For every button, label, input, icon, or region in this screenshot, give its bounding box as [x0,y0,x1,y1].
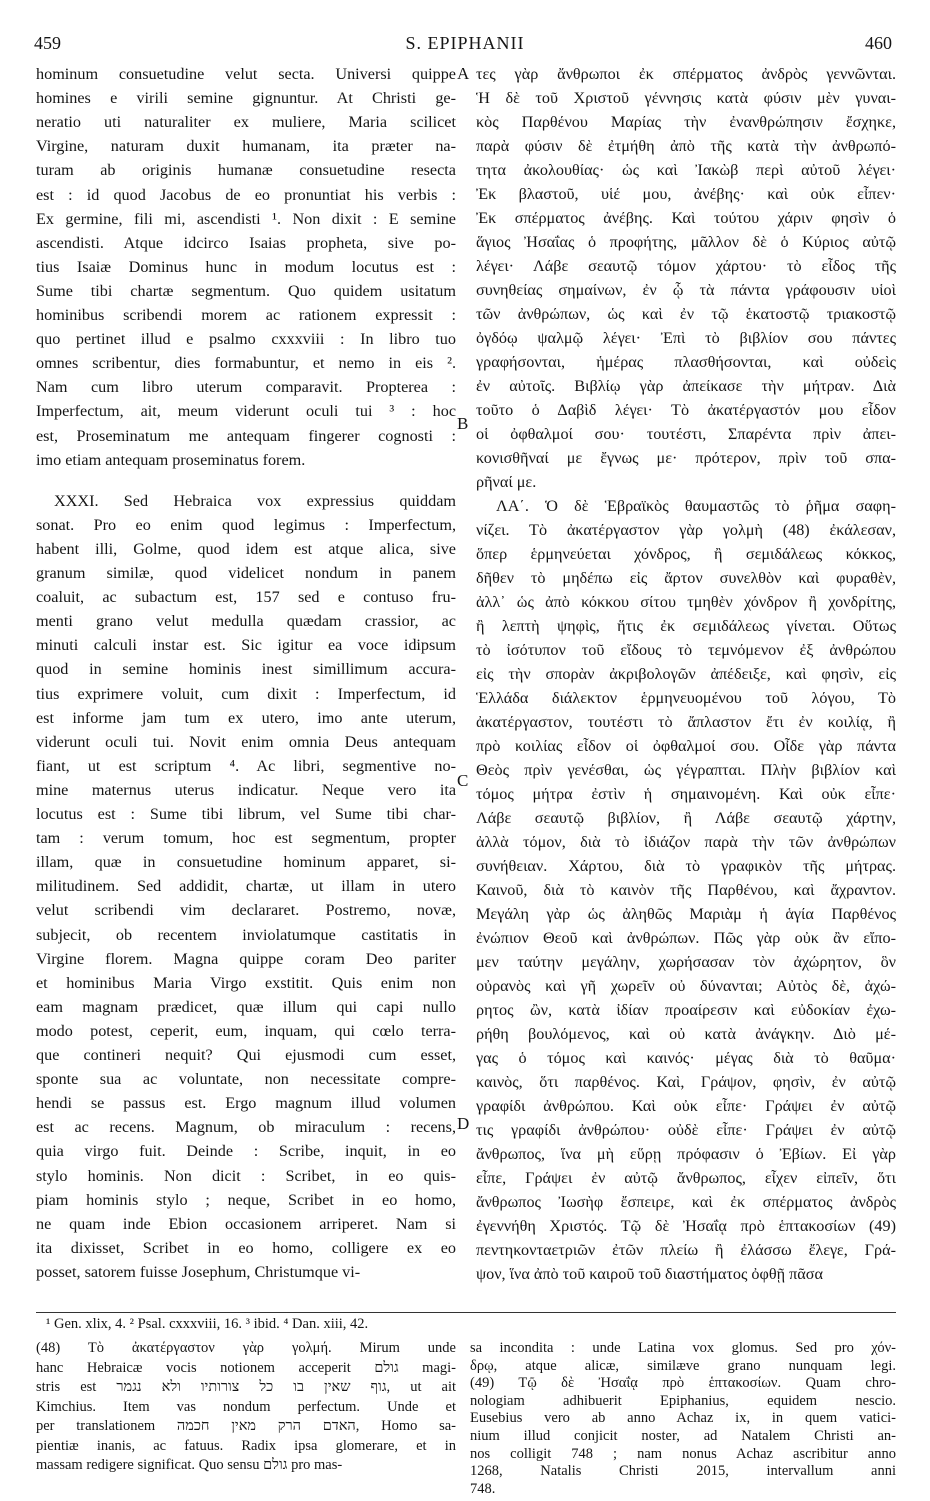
note-line: 1268, Natalis Christi 2015, intervallum anni [470,1463,896,1480]
latin-line: piam hominis stylo ; neque, Scribet in eo homo, [36,1190,456,1209]
latin-line: habent illi, Golme, quod idem est atque alica, sive [36,539,456,558]
latin-line: tius Isaiæ Dominus hunc in modum locutus est : [36,257,456,276]
greek-line: εἰς τὴν σπορὰν ἀκριβολογῶν ἀπέδειξε, καὶ φησὶν, εἰς [476,665,896,683]
note-line: hanc Hebraicæ vocis notionem acceperit גולם magi- [36,1359,456,1376]
latin-line: que contineri nequit? Qui ejusmodi cum esset, [36,1046,456,1064]
greek-line: Καινοῦ, διὰ τὸ καινὸν τῆς Παρθένου, καὶ ἄχραντον. [476,881,896,899]
greek-line: ΛΑ΄. Ὁ δὲ Ἑβραϊκὸς θαυμαστῶς τὸ ῥῆμα σαφη- [496,497,896,515]
greek-line: Ἐκ βλαστοῦ, υἱέ μου, ἀνέβης· καὶ οὐκ εἶπεν· [476,185,896,203]
greek-line: Ἡ δὲ τοῦ Χριστοῦ γέννησις κατὰ φύσιν μὲν γυναι- [476,89,896,107]
greek-line: ὅπερ ἑρμηνεύεται χόνδρος, ἢ σεμιδάλεως κόκκος, [476,545,896,563]
latin-line: omnes scribentur, dies formabuntur, et nemo in eis ². [36,354,456,373]
latin-line: fiant, ut est scriptum ⁴. Ac libri, segmentive no- [36,756,456,775]
note-line: nos colligit 748 ; nam nonus Achaz ascribitur anno [470,1445,896,1462]
note-line: 748. [470,1480,496,1497]
greek-line: Μεγάλη γὰρ ὡς ἀληθῶς Μαριὰμ ἡ ἁγία Παρθένος [476,905,896,923]
greek-line: οἱ ὀφθαλμοί σου· τουτέστι, Σπαρέντα πρὶν ἀπει- [476,425,896,443]
latin-line: Sume tibi chartæ segmentum. Quo quidem usitatum [36,281,456,300]
latin-line: stylo hominis. Non dicit : Scribet, in eo quis- [36,1166,456,1185]
latin-line: tius exprimere voluit, cum dixit : Imperfectum, id [36,684,456,703]
latin-line: quod in semine hominis inest simillimum accura- [36,660,456,679]
note-line: pientiæ inanis, ac fatuus. Radix ipsa glomerare, et in [36,1437,456,1454]
latin-line: velut scribendi vim declararet. Postremo, novæ, [36,901,456,920]
greek-line: λέγει· Λάβε σεαυτῷ τόμον χάρτου· τὸ εἶδος τῆς [476,257,896,275]
greek-line: Λάβε σεαυτῷ βιβλίον, ἢ Λάβε σεαυτῷ χάρτην, [476,809,896,827]
page-number-left: 459 [34,33,61,53]
greek-line: πρὸ κοιλίας εἶδον οἱ ὀφθαλμοί σου. Οἶδε γὰρ πάντα [476,737,896,755]
note-line: Kimchius. Item vas nondum perfectum. Unde et [36,1398,456,1415]
note-line: stris est גוף שאין בו כל צורותיו ולא נגמר, ut ait [36,1379,456,1395]
greek-line: κὸς Παρθένου Μαρίας τὴν ἐνανθρώπησιν ἔσχηκε, [476,113,896,131]
latin-line: quia virgo fuit. Deinde : Scribe, inquit, in eo [36,1142,456,1161]
greek-line: Ἑλλάδα διάλεκτον ἑρμηνευομένου τοῦ λόγου, Τὸ [476,689,896,707]
note-line: massam redigere significat. Quo sensu גולם pro mas- [36,1457,343,1473]
note-line: Eusebius vero ab anno Achaz ix, in quem vatici- [470,1410,896,1427]
latin-line: hendi se passus est. Ergo magnum illud volumen [36,1094,456,1113]
greek-line: τῶν ἀνθρώπων, ὡς καὶ ἐν τῷ ἑκατοστῷ τριακοστῷ [476,305,896,323]
greek-line: γας ὁ τόμος καὶ καινός· μέγας διὰ τὸ θαῦμα· [476,1049,896,1067]
latin-line: est, Proseminatum me antequam fingerer cognosti : [36,426,456,445]
latin-line: Nam cum libro uterum comparavit. Propterea : [36,378,456,397]
scripture-references: ¹ Gen. xlix, 4. ² Psal. cxxxviii, 16. ³ ibid. ⁴ Dan. xiii, 42. [46,1316,369,1332]
note-line: nologiam adhibuerit Epiphanius, equidem nescio. [470,1392,896,1409]
latin-line: neratio uti naturaliter ex muliere, Maria scilicet [36,113,456,132]
greek-line: Θεὸς πρὶν γενέσθαι, ὡς γέγραπται. Πλὴν βιβλίον καὶ [476,761,896,779]
latin-line: et hominibus Maria Virgo exstitit. Quis enim non [36,973,456,992]
note-line: (48) Τὸ ἀκατέργαστον γὰρ γολμή. Mirum unde [36,1340,456,1356]
greek-line: τητα ἀκολουθίας· ὡς καὶ Ἰακὼβ περὶ αὐτοῦ λέγει· [476,161,896,179]
latin-line: Virgine, naturam duxit humanam, ita præter na- [36,137,456,156]
greek-line: τις γραφίδι ἀνθρώπου· οὐδὲ εἶπε· Γράψει ἐν αὐτῷ [476,1121,896,1139]
margin-letter-c: C [457,771,469,790]
note-line: per translationem האדם הרק מאין חכמה, Homo sa- [36,1418,456,1434]
margin-letter-b: B [457,414,469,433]
greek-line: οὐρανὸς καὶ γῆ χωρεῖν οὐ δύνανται; Αὐτὸς δὲ, ἀχώ- [476,977,896,995]
greek-line: τόμος μήτρα ἐστὶν ἡ σημαινομένη. Καὶ οὐκ εἶπε· [476,785,896,803]
footnote-rule [36,1312,896,1313]
margin-letter-d: D [457,1114,470,1133]
latin-line: illam, quæ in consuetudine hominum apparet, si- [36,853,456,872]
greek-line: γραφήσονται, ἡμέρας πλασθήσονται, καὶ οὐδεὶς [476,353,896,371]
greek-line: ἀκατέργαστον, τουτέστι τὸ ἄπλαστον ἔτι ἐν κοιλίᾳ, ἢ [476,713,896,731]
latin-line: Ex germine, fili mi, ascendisti ¹. Non dixit : E semine [36,209,456,228]
latin-line: posset, satorem fuisse Josephum, Christumque vi- [36,1262,361,1281]
greek-line: ἐγεννήθη Χριστός. Τῷ δὲ Ἠσαΐᾳ πρὸ ἑπτακοσίων (49) [476,1217,896,1235]
latin-line: menti grano velut medulla quædam crassior, ac [36,612,456,631]
latin-line: sonat. Pro eo enim quod legimus : Imperfectum, [36,515,456,534]
latin-line: est ac recens. Magnum, ob miraculum : recens, [36,1118,456,1137]
latin-line: est : id quod Jacobus de eo pronuntiat his verbis : [36,185,456,204]
greek-line: ρῆναί με. [476,473,537,491]
greek-line: ἀλλ᾽ ὡς ἀπὸ κόκκου σίτου τμηθὲν χόνδρον ἢ χονδρίτης, [476,593,896,611]
greek-line: συνηθείας σημαίνων, ἐν ᾧ τὰ πάντα γράφουσιν υἱοὶ [476,281,896,299]
latin-line: Virgine florem. Magna quippe coram Deo pariter [36,949,456,968]
greek-line: τὸ ἰσότυπον τοῦ εἴδους τὸ τεμνόμενον ἐξ ἀνθρώπου [476,641,896,659]
greek-line: κονισθῆναί με ἔγνως με· πρότερον, πρὶν τοῦ σπα- [476,449,896,467]
latin-line: eam magnam prædicet, quæ illum qui capi nullo [36,997,456,1016]
running-title: S. EPIPHANII [405,33,525,53]
latin-line: ne quam inde Ebion occasionem arriperet. Nam si [36,1214,456,1233]
latin-line: hominibus scribendi morem ac rationem expressit : [36,306,456,324]
greek-line: ἐνώπιον Θεοῦ καὶ ἀνθρώπων. Πῶς γὰρ οὐκ ἂν εἴπο- [476,929,896,947]
greek-line: ἀλλὰ τόμον, διὰ τὸ ἰδιάζον παρὰ τὴν τῶν ἀνθρώπων [476,833,896,851]
greek-line: καινὸς, ὅτι παρθένος. Καὶ, Γράψον, φησὶν, ἐν αὐτῷ [476,1073,896,1091]
greek-line: Ἐκ σπέρματος ἀνέβης. Καὶ τούτου χάριν φησὶν ὁ [476,209,896,227]
latin-line: subjecit, ob recentem inviolatumque castitatis in [36,925,456,944]
latin-line: ascendisti. Atque idcirco Isaias propheta, sive po- [36,233,456,252]
greek-line: δῆθεν τὸ μηδέπω εἰς ἄρτον συνελθὸν καὶ φυραθὲν, [476,569,896,587]
greek-line: παρὰ φύσιν δὲ ἐτμήθη ἀπὸ τῆς κατὰ τὴν ἀνθρωπό- [476,137,896,155]
greek-line: συνήθειαν. Χάρτου, διὰ τὸ γραφικὸν τῆς μήτρας. [476,857,896,875]
latin-line: militudinem. Sed addidit, chartæ, ut illam in utero [36,877,456,896]
latin-line: tam : verum tomum, hoc est segmentum, propter [36,829,456,848]
greek-line: ἄνθρωπος, ἵνα μὴ εὕρῃ πρόφασιν ὁ Ἐβίων. Εἰ γὰρ [476,1145,896,1163]
latin-line: hominum consuetudine velut secta. Universi quippe [36,65,456,83]
greek-line: ἐν αὐτοῖς. Βιβλίῳ γὰρ ἀπείκασε τὴν μήτραν. Διὰ [476,377,896,395]
greek-line: τοῦτο ὁ Δαβὶδ λέγει· Τὸ ἀκατέργαστόν μου εἶδον [476,401,896,419]
latin-line: turam ab originis humanæ consuetudine resecta [36,161,456,180]
greek-line: νίζει. Τὸ ἀκατέργαστον γὰρ γολμὴ (48) ἐκάλεσαν, [476,521,896,539]
note-line: δρῳ, atque alicæ, similæve grano nunquam legi. [470,1357,896,1374]
latin-line: homines e virili semine gignuntur. At Christi ge- [36,89,456,108]
greek-line: εἶπε, Γράψει ἐν αὐτῷ ἄνθρωπος, εἶχεν εἰπεῖν, ὅτι [476,1169,896,1187]
page-number-right: 460 [865,33,892,53]
latin-line: est informe jam tum ex utero, imo ante uterum, [36,708,456,727]
note-line: sa incondita : unde Latina vox glomus. Sed pro χόν- [470,1340,896,1356]
latin-line: ita dixisset, Scribet in eo homo, colligere ex eo [36,1238,456,1257]
greek-line: ρητος ὢν, κατὰ ἰδίαν προαίρεσιν καὶ εὐδοκίαν ἐχω- [476,1001,896,1019]
greek-line: γραφίδι ἀνθρώπου. Καὶ οὐκ εἶπε· Γράψει ἐν αὐτῷ [476,1097,896,1115]
latin-line: sponte sua ac voluntate, non necessitate compre- [36,1070,456,1089]
latin-line: mine maternus uterus indicatur. Neque vero ita [36,780,456,799]
margin-letter-a: A [457,64,470,83]
latin-line: viderunt oculi tui. Novit enim omnia Deus antequam [36,732,456,751]
greek-line: τες γὰρ ἄνθρωποι ἐκ σπέρματος ἀνδρὸς γεννῶνται. [476,65,896,83]
greek-line: πεντηκονταετριῶν ἐτῶν πλείω ἢ ἐλάσσω ἔλεγε, Γρά- [476,1241,896,1259]
note-line: nium illud conjicit noster, ad Natalem Christi an- [470,1428,896,1444]
greek-line: ρήθη βουλόμενος, καὶ οὐ κατὰ ἀνάγκην. Διὸ μέ- [476,1025,896,1043]
latin-line: imo etiam antequam proseminatus forem. [36,450,306,469]
latin-line: locutus est : Sume tibi librum, vel Sume tibi char- [36,805,456,823]
greek-line: ἄνθρωπος Ἰωσὴφ ἔσπειρε, καὶ ἐκ σπέρματος ἀνδρὸς [476,1193,896,1211]
greek-line: ἢ λεπτὴ ψηφὶς, ἥτις ἐκ σεμιδάλεως γίνεται. Οὕτως [476,617,896,635]
latin-line: XXXI. Sed Hebraica vox expressius quiddam [54,491,456,510]
greek-line: ἅγιος Ἠσαΐας ὁ προφήτης, μᾶλλον δὲ ὁ Κύριος αὐτῷ [476,233,896,251]
latin-line: coaluit, ac subactum est, 157 sed e contuso fru- [36,588,456,607]
greek-line: μεν ταύτην μεγάλην, χωρήσασαν τὸν ἀχώρητον, ὃν [476,953,896,971]
greek-line: ψον, ἵνα ἀπὸ τοῦ καιροῦ τοῦ διαστήματος ὀφθῇ πᾶσα [476,1265,823,1283]
note-line: (49) Τῷ δὲ Ἠσαΐᾳ πρὸ ἑπτακοσίων. Quam chro- [470,1375,896,1392]
latin-line: minuti calculi instar est. Sic igitur ea voce idipsum [36,636,456,655]
latin-line: granum similæ, quod videlicet nondum in panem [36,564,456,582]
latin-line: modo potest, ceperit, eum, inquam, qui cœlo terra- [36,1021,456,1040]
latin-line: quo pertinet illud e psalmo cxxxviii : In libro tuo [36,330,456,349]
greek-line: ὀγδόῳ ψαλμῷ λέγει· Ἐπὶ τὸ βιβλίον σου πάντες [476,329,896,347]
latin-line: Imperfectum, ait, meum viderunt oculi tui ³ : hoc [36,402,456,421]
